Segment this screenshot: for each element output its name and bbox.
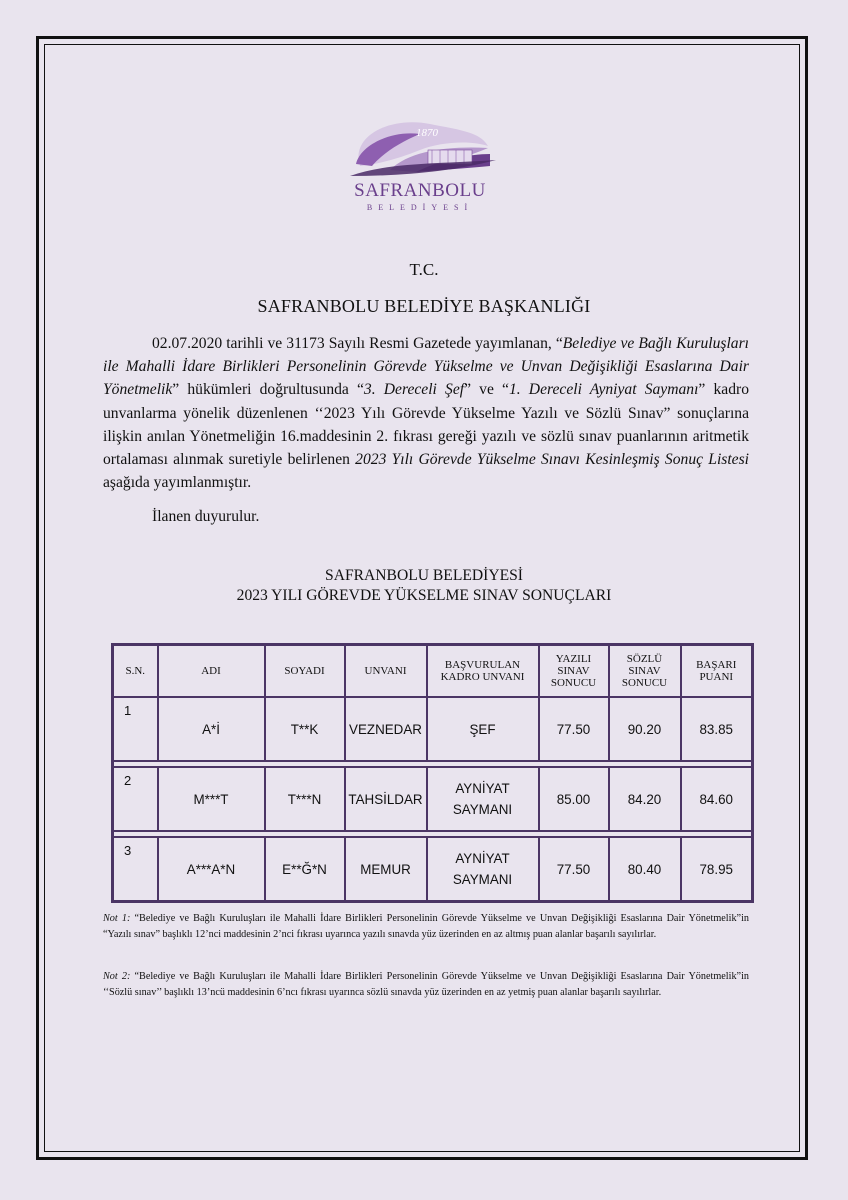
cell-soyadi: T***N: [265, 767, 345, 831]
table-header-row: [113, 645, 753, 698]
cell-unvani: VEZNEDAR: [345, 697, 427, 761]
logo-year: 1870: [416, 127, 438, 139]
cell-yazili: 77.50: [539, 697, 609, 761]
col-sn: S.N.: [113, 645, 158, 698]
cell-sn: 2: [113, 767, 158, 831]
note-2-label: Not 2:: [103, 971, 131, 982]
note-1-label: Not 1:: [103, 913, 131, 924]
cell-sozlu: 80.40: [609, 837, 681, 902]
note-2-text: “Belediye ve Bağlı Kuruluşları ile Mahalli İdare Birlikleri Personelinin Görevde Yükselme ve Unvan Değişikliği Esaslarına Dair Yönetmelik”in ‘‘Sözlü sınav’’ başlıklı 13’ncü maddesinin 6’ncı fıkrası uyarınca sözlü sınavda yüz üzerinden en az yetmiş puan alanlar başarılı sayılırlar.: [103, 971, 749, 998]
results-table: [111, 643, 754, 903]
table-row: [113, 767, 753, 831]
cell-sozlu: 90.20: [609, 697, 681, 761]
col-unvani: UNVANI: [345, 645, 427, 698]
cell-sn: 1: [113, 697, 158, 761]
cell-basari: 78.95: [681, 837, 753, 902]
municipality-logo: [320, 106, 520, 218]
cell-adi: A*İ: [158, 697, 265, 761]
note-1: [103, 911, 749, 942]
cell-sn: 3: [113, 837, 158, 902]
cell-sozlu: 84.20: [609, 767, 681, 831]
cell-kadro: ŞEF: [427, 697, 539, 761]
cell-kadro: AYNİYAT SAYMANI: [427, 767, 539, 831]
cell-unvani: TAHSİLDAR: [345, 767, 427, 831]
cell-adi: M***T: [158, 767, 265, 831]
col-basari: BAŞARI PUANI: [681, 645, 753, 698]
cell-unvani: MEMUR: [345, 837, 427, 902]
table-row: [113, 837, 753, 902]
col-sozlu: SÖZLÜ SINAV SONUCU: [609, 645, 681, 698]
logo-name: SAFRANBOLU: [354, 180, 486, 201]
logo-subtitle: BELEDİYESİ: [366, 203, 474, 212]
note-1-text: “Belediye ve Bağlı Kuruluşları ile Mahalli İdare Birlikleri Personelinin Görevde Yükselme ve Unvan Değişikliği Esaslarına Dair Yönetmelik”in “Yazılı sınav” başlıklı 12’nci maddesinin 2’nci fıkrası uyarınca yazılı sınavda yüz üzerinden en az altmış puan alanlar başarılı sayılırlar.: [103, 913, 749, 940]
col-yazili: YAZILI SINAV SONUCU: [539, 645, 609, 698]
announcement-paragraph: 02.07.2020 tarihli ve 31173 Sayılı Resmi Gazetede yayımlanan, “Belediye ve Bağlı Kuruluşları ile Mahalli İdare Birlikleri Personelinin Görevde Yükselme ve Unvan Değişikliği Esaslarına Dair Yönetmelik” hükümleri doğrultusunda “3. Dereceli Şef” ve “1. Dereceli Ayniyat Saymanı” kadro unvanlarma yönelik düzenlenen ‘‘2023 Yılı Görevde Yükselme Yazılı ve Sözlü Sınav” sonuçlarına ilişkin anılan Yönetmeliğin 16.maddesinin 2. fıkrası gereği yazılı ve sözlü sınav puanlarının aritmetik ortalaması alınmak suretiyle belirlenen 2023 Yılı Görevde Yükselme Sınavı Kesinleşmiş Sonuç Listesi aşağıda yayımlanmıştır.: [103, 335, 750, 492]
cell-soyadi: E**Ğ*N: [265, 837, 345, 902]
note-2: [103, 969, 749, 1000]
table-row: [113, 697, 753, 761]
cell-basari: 84.60: [681, 767, 753, 831]
cell-basari: 83.85: [681, 697, 753, 761]
cell-soyadi: T**K: [265, 697, 345, 761]
col-soyadi: SOYADI: [265, 645, 345, 698]
cell-adi: A***A*N: [158, 837, 265, 902]
col-adi: ADI: [158, 645, 265, 698]
logo-graphic: [320, 106, 520, 218]
cell-yazili: 77.50: [539, 837, 609, 902]
announce-line: İlanen duyurulur.: [152, 508, 260, 525]
header-tc: T.C.: [409, 260, 439, 279]
cell-kadro: AYNİYAT SAYMANI: [427, 837, 539, 902]
col-basvurulan: BAŞVURULAN KADRO UNVANI: [427, 645, 539, 698]
header-institution: SAFRANBOLU BELEDİYE BAŞKANLIĞI: [257, 296, 591, 316]
table-title-line1: SAFRANBOLU BELEDİYESİ: [325, 567, 523, 584]
announcement-body: [103, 332, 749, 494]
table-title-line2: 2023 YILI GÖREVDE YÜKSELME SINAV SONUÇLARI: [236, 587, 612, 604]
cell-yazili: 85.00: [539, 767, 609, 831]
